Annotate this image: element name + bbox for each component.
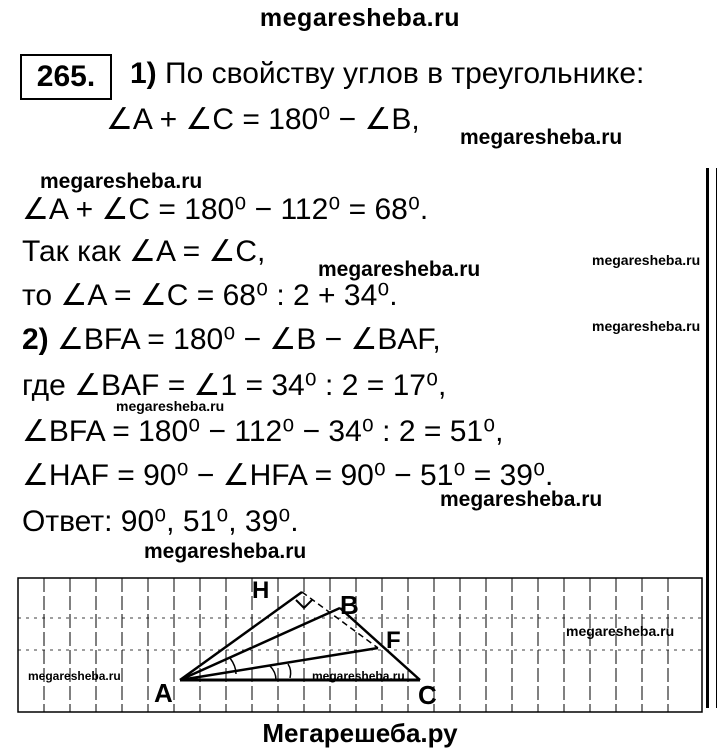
part1-formula-4: то ∠A = ∠C = 68⁰ : 2 + 34⁰. xyxy=(22,279,398,312)
site-watermark-bottom: Мегарешеба.ру xyxy=(262,718,458,748)
part1-formula-1: ∠A + ∠C = 180⁰ − ∠B, xyxy=(106,103,420,136)
vertex-label-h: H xyxy=(252,577,270,604)
watermark-7: megaresheba.ru xyxy=(440,488,603,511)
part1-intro-line xyxy=(130,56,644,92)
part1-intro: По свойству углов в треугольнике: xyxy=(165,57,645,90)
answer-line: Ответ: 90⁰, 51⁰, 39⁰. xyxy=(22,505,299,538)
watermark-9: megaresheba.ru xyxy=(28,669,121,683)
watermark-4: megaresheba.ru xyxy=(592,252,701,268)
watermark-3: megaresheba.ru xyxy=(318,258,481,281)
watermark-1: megaresheba.ru xyxy=(460,126,623,149)
watermark-8: megaresheba.ru xyxy=(144,540,307,563)
part2-formula-4: ∠HAF = 90⁰ − ∠HFA = 90⁰ − 51⁰ = 39⁰. xyxy=(22,459,554,492)
grid-border xyxy=(18,578,702,712)
vertex-label-c: C xyxy=(418,680,437,710)
part1-formula-2: ∠A + ∠C = 180⁰ − 112⁰ = 68⁰. xyxy=(22,193,429,226)
vertex-label-b: B xyxy=(340,590,359,620)
altitude-ah xyxy=(180,592,302,680)
angle-arc-3 xyxy=(288,664,291,678)
watermark-5: megaresheba.ru xyxy=(592,318,701,334)
problem-number: 265. xyxy=(20,54,112,100)
watermark-6: megaresheba.ru xyxy=(116,398,225,414)
triangle-figure xyxy=(0,570,720,720)
part1-formula-3: Так как ∠A = ∠C, xyxy=(22,235,266,268)
part2-line-1 xyxy=(22,322,441,358)
site-watermark-top: megaresheba.ru xyxy=(259,4,461,32)
part2-formula-1: ∠BFA = 180⁰ − ∠B − ∠BAF, xyxy=(57,323,441,356)
part2-formula-2: где ∠BAF = ∠1 = 34⁰ : 2 = 17⁰, xyxy=(22,369,447,402)
part1-label: 1) xyxy=(130,57,157,90)
angle-arc-2 xyxy=(270,666,276,680)
part2-label: 2) xyxy=(22,323,49,356)
watermark-10: megaresheba.ru xyxy=(312,669,405,683)
watermark-2: megaresheba.ru xyxy=(40,170,203,193)
vertex-label-f: F xyxy=(386,627,401,654)
part2-formula-3: ∠BFA = 180⁰ − 112⁰ − 34⁰ : 2 = 51⁰, xyxy=(22,415,504,448)
vertex-label-a: A xyxy=(154,678,173,708)
watermark-11: megaresheba.ru xyxy=(566,623,675,639)
